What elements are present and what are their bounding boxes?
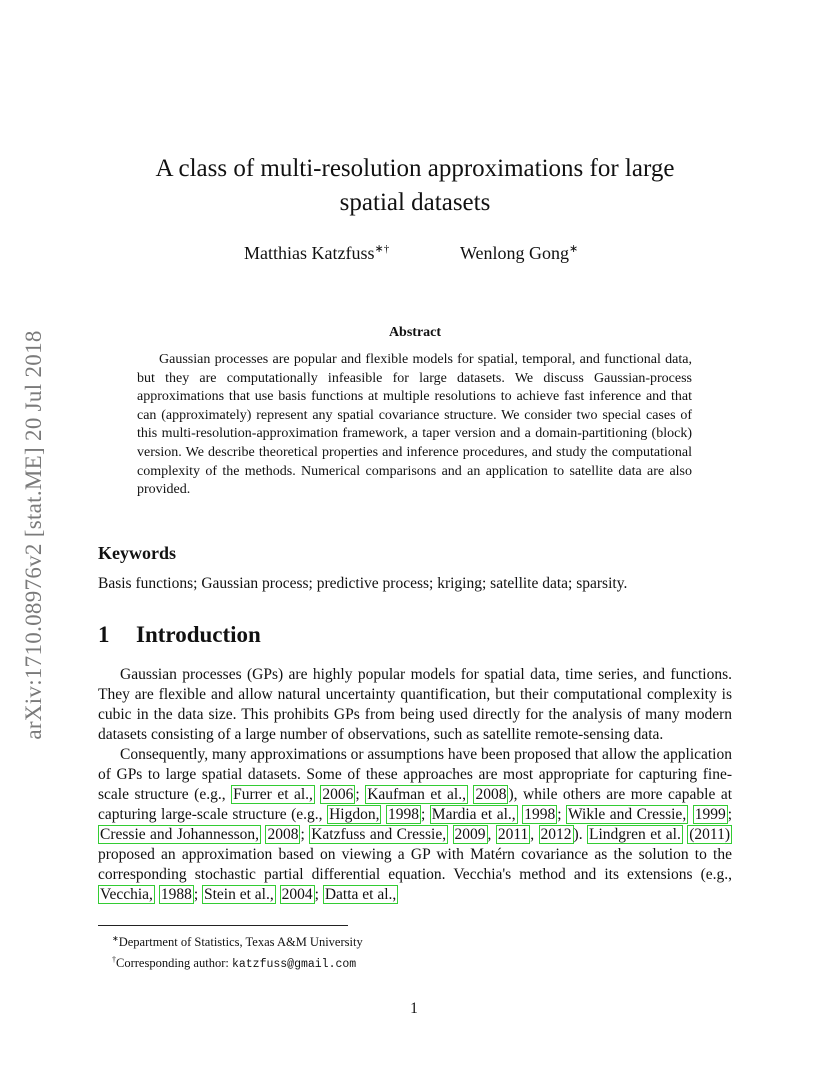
intro-text: Consequently, many approximations or assumptions have been proposed that allow the application of GPs to large spatial datasets. Some of these approaches are most appropriate for capturing fine-scale structure (e.g., — [98, 746, 732, 803]
citation-year-link[interactable]: 1999 — [694, 806, 726, 823]
footnotes — [112, 930, 712, 973]
citation-link[interactable]: Stein et al., — [204, 886, 274, 903]
author-1-name: Matthias Katzfuss — [244, 243, 375, 263]
section-title: Introduction — [136, 622, 261, 647]
footnote-1 — [112, 930, 712, 951]
footnote-2-text: Corresponding author: — [116, 956, 232, 971]
citation-link[interactable]: Datta et al., — [324, 886, 397, 903]
footnote-1-text: Department of Statistics, Texas A&M University — [118, 935, 363, 950]
citation-year-link[interactable]: 1998 — [387, 806, 419, 823]
section-number: 1 — [98, 622, 110, 647]
intro-paragraph-2: Consequently, many approximations or assumptions have been proposed that allow the application of GPs to large spatial datasets. Some of these approaches are most appropriate for capturing fine-scale structure (e.g., Furrer et al., 2006 ; Kaufman et al., 2008 ), while others are more capable at capturing large-scale structure (e.g., Higdon, 1998 ; Mardia et al., 1998 ; Wikle and Cressie, 1999 ; Cressie and Johannesson, 2008 ; Katzfuss and Cressie, 2009 , 2011 , 2012 ). Lindgren et al. (2011) proposed an approximation based on viewing a GP with Matérn covariance as the solution to the corresponding stochastic partial differential equation. Vecchia's method and its extensions (e.g., Vecchia, 1988 ; Stein et al., 2004 ; Datta et al., — [98, 746, 733, 903]
author-2-marks: ∗ — [569, 243, 579, 255]
citation-link[interactable]: Mardia et al., — [431, 806, 516, 823]
intro-text: proposed an approximation based on viewing a GP with Matérn covariance as the solution to the corresponding stochastic partial differential equation. Vecchia's method and its extensions (e.g., — [98, 846, 732, 883]
citation-link[interactable]: Katzfuss and Cressie, — [311, 826, 447, 843]
citation-link[interactable]: Kaufman et al., — [367, 786, 466, 803]
arxiv-identifier-text: arXiv:1710.08976v2 [stat.ME] 20 Jul 2018 — [21, 330, 46, 740]
citation-link[interactable]: Cressie and Johannesson, — [100, 826, 260, 843]
citation-year-link[interactable]: 1998 — [524, 806, 556, 823]
author-1-marks: ∗† — [374, 243, 390, 255]
author-2 — [460, 242, 578, 264]
citation-year-link[interactable]: 2008 — [475, 786, 507, 803]
citation-year-link[interactable]: 2006 — [322, 786, 354, 803]
author-email[interactable]: katzfuss@gmail.com — [231, 958, 357, 972]
keywords-text: Basis functions; Gaussian process; predictive process; kriging; satellite data; sparsity. — [98, 575, 628, 592]
citation-link[interactable]: Wikle and Cressie, — [568, 806, 687, 823]
paper-title: A class of multi-resolution approximations for large spatial datasets — [155, 155, 675, 216]
page-number: 1 — [410, 1000, 418, 1017]
introduction-body — [98, 665, 732, 905]
intro-text: ), while others are more capable at capturing large-scale structure (e.g., — [98, 786, 733, 823]
abstract-heading: Abstract — [388, 325, 442, 340]
citation-link[interactable]: Lindgren et al. — [588, 826, 681, 843]
citation-year-link[interactable]: 2009 — [454, 826, 486, 843]
footnote-1-mark: ∗ — [112, 934, 119, 943]
citation-year-link[interactable]: 2004 — [281, 886, 313, 903]
citation-link[interactable]: Furrer et al., — [233, 786, 313, 803]
citation-link[interactable]: Higdon, — [329, 806, 380, 823]
section-heading — [98, 622, 261, 648]
citation-year-link[interactable]: (2011) — [689, 826, 731, 843]
footnote-2 — [112, 951, 712, 973]
citation-year-link[interactable]: 2011 — [497, 826, 529, 843]
author-2-name: Wenlong Gong — [460, 243, 570, 263]
arxiv-identifier — [14, 290, 54, 780]
footnote-2-mark: † — [112, 955, 116, 965]
footnote-divider — [98, 925, 348, 926]
keywords-heading: Keywords — [98, 543, 176, 563]
author-1 — [244, 242, 389, 264]
intro-paragraph-1: Gaussian processes (GPs) are highly popular models for spatial data, time series, and functions. They are flexible and allow natural uncertainty quantification, but their computational complexity is cubic in the data size. This prohibits GPs from being used directly for the analysis of many modern datasets consisting of a large number of observations, such as satellite remote-sensing data. — [98, 666, 732, 743]
citation-year-link[interactable]: 1988 — [160, 886, 192, 903]
author-list — [120, 242, 710, 268]
abstract-text: Gaussian processes are popular and flexible models for spatial, temporal, and functional data, but they are computationally infeasible for large datasets. We discuss Gaussian-process approximations that use basis functions at multiple resolutions to achieve fast inference and that can (approximately) represent any spatial covariance structure. We consider two special cases of this multi-resolution-approximation framework, a taper version and a domain-partitioning (block) version. We describe theoretical properties and inference procedures, and study the computational complexity of the methods. Numerical comparisons and an application to satellite data are also provided. — [137, 352, 692, 498]
citation-link[interactable]: Vecchia, — [100, 886, 153, 903]
citation-year-link[interactable]: 2012 — [540, 826, 572, 843]
intro-text: ). — [573, 826, 583, 843]
citation-year-link[interactable]: 2008 — [267, 826, 299, 843]
